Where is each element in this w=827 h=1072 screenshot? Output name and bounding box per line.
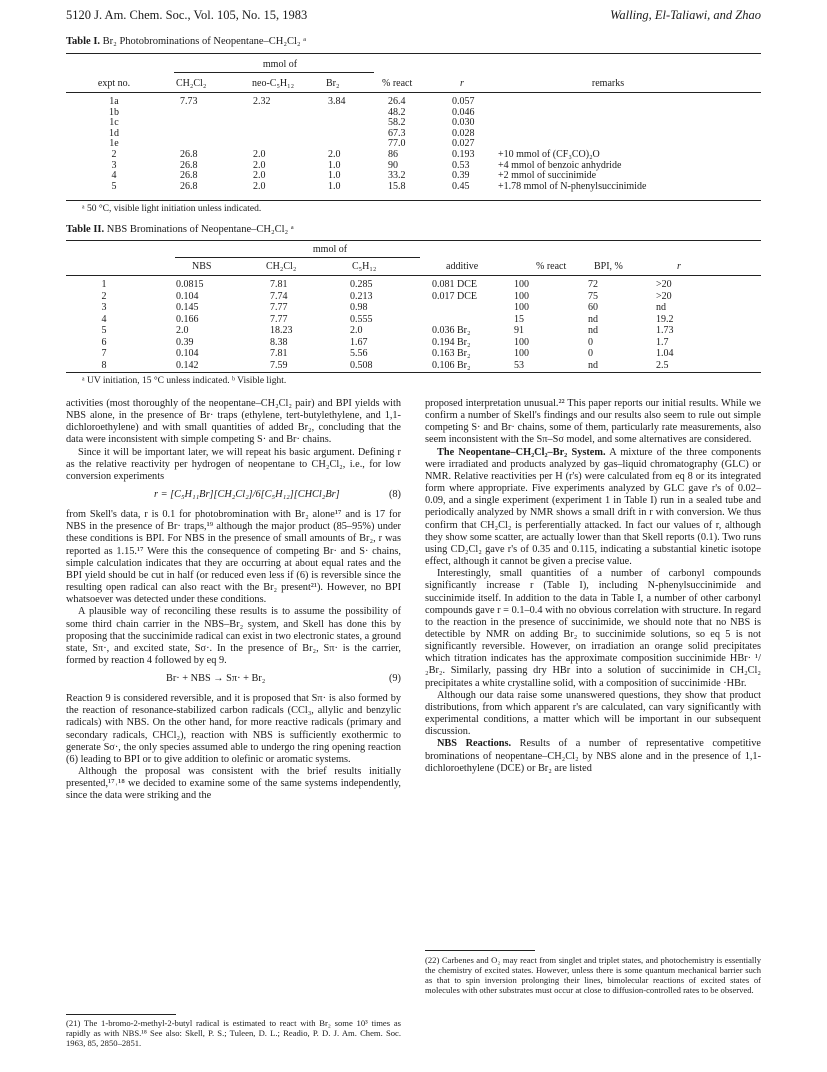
- equation-number: (9): [388, 673, 401, 685]
- table-cell: 2.32: [253, 96, 271, 107]
- table1-label: Table I.: [66, 36, 101, 47]
- table1-header-rule: [66, 92, 761, 93]
- table-cell: 7.59: [270, 359, 288, 371]
- equation-8: [66, 489, 401, 503]
- table1-caption: [66, 36, 306, 47]
- paragraph: from Skell's data, r is 0.1 for photobromination with Br₂ alone¹⁷ and is 17 for NBS in the presence of Br· traps,¹⁹ although the major product (85–95%) under these conditions is BPI. For NBS in the presence of small amounts of Br₂, r was reported as 1.15.¹⁷ Were this the consequence of competing Br· and S· chains, simple calculation indicates that they are occurring at about equal rates and the BPI yield should be cut in half (or reduced even less if (6) is reversible since the resulting open radical can also react with the Br₂ present²¹). However, no BPI whatsoever was detected under these conditions.: [66, 509, 401, 606]
- table-row: [66, 302, 761, 314]
- footnote-separator: [425, 950, 535, 951]
- table-cell: 0: [588, 348, 593, 359]
- table-cell: 4: [101, 313, 107, 325]
- table-cell: 0.285: [350, 279, 373, 290]
- footnote-separator: [66, 1014, 176, 1015]
- table-cell: 0.0815: [176, 279, 204, 290]
- table-cell: 1.04: [656, 348, 674, 359]
- column-header: NBS: [192, 261, 212, 272]
- table-row: [66, 170, 761, 181]
- table-row: [66, 291, 761, 303]
- table-cell: 0.142: [176, 359, 199, 371]
- table-cell: 33.2: [388, 170, 406, 182]
- table-cell: 4: [111, 170, 117, 182]
- column-header: C₅H₁₂: [352, 261, 377, 272]
- table-cell: 100: [514, 279, 529, 290]
- column-header: BPI, %: [594, 261, 623, 272]
- table-cell: +10 mmol of (CF₃CO)₂O: [498, 149, 600, 160]
- table-cell: +1.78 mmol of N-phenylsuccinimide: [498, 180, 647, 192]
- table-cell: 2: [101, 290, 107, 302]
- table-cell: 0.45: [452, 180, 470, 192]
- table-cell: 2.0: [253, 170, 266, 182]
- table-row: [66, 181, 761, 192]
- table-cell: 0.213: [350, 290, 373, 302]
- table1-group-header: mmol of: [262, 59, 298, 70]
- paragraph-text: Results of a number of representative competitive brominations of neopentane–CH₂Cl₂ by NBS alone and in the presence of 1,1-dichloroethylene (DCE) or Br₂ are listed: [425, 738, 761, 774]
- table1-footnote: ᵃ 50 °C, visible light initiation unless indicated.: [82, 204, 262, 214]
- table-cell: 0.53: [452, 159, 470, 171]
- table-cell: nd: [588, 325, 598, 336]
- paragraph-text: A mixture of the three components were irradiated and products analyzed by gas–liquid chromatography (GLC) or NMR. Relative reactivities per H (r's) were calculated from eq 8 or its integrated form where appropriate. Five experiments analyzed by GLC gave r's of 0.02–0.09, and a single experiment (experiment 1 in Table I) run in a sealed tube and periodically analyzed by NMR shows a small drift in r with conversion. We thus confirm that CH₂Cl₂ is perferentially attacked. In fact our values of r, although they show some scatter, are actually lower than that Skell reports (0.1). Two runs using CD₂Cl₂ gave r's of 0.35 and 0.115, indicating a substantial kinetic isotope effect, although it cannot be given a precise value.: [425, 446, 762, 568]
- table-cell: 60: [588, 302, 598, 313]
- table-cell: 7.77: [270, 302, 288, 313]
- table-cell: 1.67: [350, 336, 368, 348]
- table-cell: 0.104: [176, 290, 199, 302]
- table2-title: NBS Brominations of Neopentane–CH₂Cl₂ ᵃ: [106, 224, 294, 235]
- table-cell: 0.104: [176, 348, 199, 359]
- table-cell: 7.81: [270, 279, 288, 290]
- table-cell: 0.166: [176, 313, 199, 325]
- paragraph: [425, 738, 761, 774]
- table-row: [66, 314, 761, 326]
- paragraph: proposed interpretation unusual.²² This paper reports our initial results. While we confirm a number of Skell's findings and our results also seem to rule out simple competing S· and Br· chains, some of them, particularly rate measurements, also seem inconsistent with the Sπ–Sσ model, and some alternatives are considered.: [425, 398, 761, 446]
- table-cell: 26.8: [180, 180, 198, 192]
- table-row: [66, 348, 761, 360]
- table-cell: 7.74: [270, 290, 288, 302]
- table1-bottom-rule: [66, 200, 761, 201]
- paragraph: Since it will be important later, we will repeat his basic argument. Defining r as the relative reactivity per hydrogen of neopentane to CH₂Cl₂, i.e., for low conversion experiments: [66, 446, 401, 482]
- table-row: [66, 107, 761, 118]
- column-header: remarks: [591, 78, 625, 89]
- table-cell: 15.8: [388, 180, 406, 192]
- paragraph: activities (most thoroughly of the neopentane–CH₂Cl₂ pair) and BPI yields with NBS alone, in the presence of Br· traps (ethylene, tert-butylethylene, and 1,1-dichloroethylene) and with small quantities of added Br₂, concluding that the data were inconsistent with simple competing S· and Br· chains.: [66, 398, 401, 446]
- table-cell: 1: [101, 279, 107, 290]
- table-cell: 7.81: [270, 348, 288, 359]
- paragraph: [425, 447, 761, 569]
- table-cell: 8: [101, 359, 107, 371]
- authors: Walling, El-Taliawi, and Zhao: [610, 8, 761, 22]
- table-cell: 0.081 DCE: [432, 279, 477, 290]
- table-cell: 100: [514, 290, 529, 302]
- table-cell: 0.194 Br₂: [432, 336, 471, 348]
- table1-group-rule: [174, 72, 374, 73]
- table-cell: 18.23: [270, 325, 293, 336]
- table-cell: 0.028: [452, 127, 475, 139]
- paragraph: Although the proposal was consistent with the brief results initially presented,¹⁷˒¹⁸ we decided to examine some of the same systems independently, since the data were striking and the: [66, 766, 401, 802]
- table-cell: 5: [101, 325, 107, 336]
- table-cell: 2.0: [176, 325, 189, 336]
- table-cell: 100: [514, 302, 529, 313]
- table-cell: +4 mmol of benzoic anhydride: [498, 159, 622, 171]
- table-cell: 3: [111, 159, 117, 171]
- table1-top-rule: [66, 53, 761, 54]
- table-cell: 3.84: [328, 96, 346, 107]
- table-cell: 1.0: [328, 180, 341, 192]
- table-cell: 0.39: [452, 170, 470, 182]
- column-header: r: [460, 78, 464, 89]
- table-cell: 0.027: [452, 138, 475, 150]
- table-cell: 7: [101, 348, 107, 359]
- table-cell: 7.77: [270, 313, 288, 325]
- table2-header-rule: [66, 275, 761, 276]
- table-cell: 0.046: [452, 106, 475, 118]
- table2-header-row: [66, 261, 761, 273]
- column-header: % react: [382, 78, 413, 89]
- table2-group-rule: [175, 257, 420, 258]
- right-column: [425, 398, 761, 775]
- table-cell: 1.7: [656, 336, 669, 348]
- column-header: neo-C₅H₁₂: [252, 78, 295, 89]
- table-row: [66, 325, 761, 337]
- table-cell: 8.38: [270, 336, 288, 348]
- paragraph: Although our data raise some unanswered questions, they show that product distributions, from which apparent r's are calculated, can vary significantly with experimental conditions, a matter which will be important in our subsequent discussion.: [425, 689, 761, 738]
- table-cell: 1e: [109, 138, 119, 150]
- equation-body: Br· + NBS → Sπ· + Br₂: [166, 673, 266, 685]
- column-header: Br₂: [326, 78, 340, 89]
- table-cell: 0.98: [350, 302, 368, 313]
- table-cell: 77.0: [388, 138, 406, 150]
- table-cell: 2.0: [350, 325, 363, 336]
- table-cell: 1.0: [328, 170, 341, 182]
- equation-body: r = [C₅H₁₁Br][CH₂Cl₂]/6[C₅H₁₂][CHCl₂Br]: [154, 489, 340, 501]
- section-heading: The Neopentane–CH₂Cl₂–Br₂ System.: [437, 446, 606, 458]
- table-cell: 72: [588, 279, 598, 290]
- equation-9: [66, 673, 401, 687]
- table-cell: 0.163 Br₂: [432, 348, 471, 359]
- footnote-21: (21) The 1-bromo-2-methyl-2-butyl radical is estimated to react with Br₂ some 10³ times as rapidly as with NBS.¹⁸ See also: Skell, P. S.; Tuleen, D. L.; Readio, P. D. J. Am. Chem. Soc. 1963, 85, 2850–2851.: [66, 1018, 401, 1048]
- table-cell: 1.73: [656, 325, 674, 336]
- table-cell: 1b: [109, 106, 119, 118]
- column-header: r: [677, 261, 681, 272]
- table-cell: 0.39: [176, 336, 194, 348]
- table-cell: 0.145: [176, 302, 199, 313]
- table2-bottom-rule: [66, 372, 761, 373]
- table-cell: 53: [514, 359, 524, 371]
- table-cell: nd: [656, 302, 666, 313]
- table-row: [66, 337, 761, 349]
- table-row: [66, 149, 761, 160]
- table2-top-rule: [66, 240, 761, 241]
- table-cell: 2.0: [253, 149, 266, 160]
- table-row: [66, 279, 761, 291]
- paragraph: Interestingly, small quantities of a number of carbonyl compounds significantly increase r (Table I), including N-phenylsuccinimide and succinimide itself. In addition to the data in Table I, a number of other carbonyl compounds gave r = 0.1–0.4 with no obvious correlation with structure. In regard to the reaction in the presence of succinimide, we should note that no NBS is detectible by NMR on adding Br₂ to succinimide solutions, so eq 5 is not significantly reversible. However, on irradiation an orange solid precipitates which titration indicates has the approximate composition succinimide HBr· ¹/₂Br₂. Similarly, passing dry HBr into a solution of succinimide in CH₂Cl₂ precipitates a white crystalline solid, with a composition of succinimide ·HBr.: [425, 568, 761, 689]
- table-cell: 26.4: [388, 96, 406, 107]
- table-cell: 1c: [109, 117, 119, 129]
- table-cell: 0.030: [452, 117, 475, 129]
- table1-body: [66, 96, 761, 196]
- table-cell: 100: [514, 336, 529, 348]
- journal-citation: 5120 J. Am. Chem. Soc., Vol. 105, No. 15, 1983: [66, 8, 308, 22]
- table-cell: 1.0: [328, 159, 341, 171]
- table-cell: 15: [514, 313, 524, 325]
- table2-caption: [66, 224, 294, 235]
- table-cell: 5.56: [350, 348, 368, 359]
- table-cell: 3: [101, 302, 107, 313]
- table-cell: +2 mmol of succinimide: [498, 170, 597, 182]
- table-cell: 0.106 Br₂: [432, 359, 471, 371]
- table2-label: Table II.: [66, 224, 105, 235]
- table-cell: nd: [588, 313, 598, 325]
- table-cell: 100: [514, 348, 529, 359]
- table-cell: 2.0: [253, 159, 266, 171]
- table-cell: 0.017 DCE: [432, 290, 477, 302]
- table-row: [66, 160, 761, 171]
- table-cell: 6: [101, 336, 107, 348]
- table-row: [66, 360, 761, 372]
- table-cell: >20: [656, 290, 672, 302]
- table2-group-header: mmol of: [312, 244, 348, 255]
- equation-number: (8): [388, 489, 401, 501]
- column-header: CH₂Cl₂: [176, 78, 207, 89]
- table-cell: 2.0: [253, 180, 266, 192]
- column-header: expt no.: [97, 78, 131, 89]
- column-header: % react: [536, 261, 567, 272]
- table-cell: 58.2: [388, 117, 406, 129]
- table-cell: 2: [111, 149, 117, 160]
- footnote-22: (22) Carbenes and O₂ may react from singlet and triplet states, and photochemistry is essentially the chemistry of excited states. However, unless there is some quantum mechanical barrier such as that to spin inversion prolonging their lines, bimolecular reactions of excited states of molecules with other substrates must occur at close to diffusion-controlled rates to be observed.: [425, 955, 761, 995]
- column-header: additive: [446, 261, 479, 272]
- table-row: [66, 128, 761, 139]
- table-cell: 5: [111, 180, 117, 192]
- table-row: [66, 96, 761, 107]
- table-cell: nd: [588, 359, 598, 371]
- table-cell: 90: [388, 159, 398, 171]
- table-cell: 67.3: [388, 127, 406, 139]
- table-cell: >20: [656, 279, 672, 290]
- column-header: CH₂Cl₂: [266, 261, 297, 272]
- section-heading: NBS Reactions.: [437, 738, 512, 750]
- table2-body: [66, 279, 761, 371]
- running-header: [66, 8, 761, 26]
- table-cell: 0.057: [452, 96, 475, 107]
- table-cell: 0.508: [350, 359, 373, 371]
- table-cell: 2.0: [328, 149, 341, 160]
- table-row: [66, 117, 761, 128]
- table-cell: 26.8: [180, 170, 198, 182]
- table1-title: Br₂ Photobrominations of Neopentane–CH₂Cl₂ ᵃ: [102, 36, 307, 47]
- paragraph: Reaction 9 is considered reversible, and it is proposed that Sπ· is also formed by the reaction of resonance-stabilized carbon radicals (CCl₃, allylic and benzylic radicals) with NBS. On the other hand, for more reactive radicals (primary and secondary radicals, CHCl₂), reaction with NBS is sufficiently exothermic to generate Sσ·, the only species assumed able to undergo the ring opening reaction (6) leading to BPI or to give addition to olefinic or aromatic systems.: [66, 693, 401, 765]
- table1-header-row: [66, 78, 761, 90]
- table-cell: 86: [388, 149, 398, 160]
- left-column: [66, 398, 401, 803]
- table-cell: 0.555: [350, 313, 373, 325]
- table-cell: 0.036 Br₂: [432, 325, 471, 336]
- table2-footnote: ᵃ UV initiation, 15 °C unless indicated. ᵇ Visible light.: [82, 376, 287, 386]
- table-cell: 1a: [109, 96, 119, 107]
- table-cell: 0: [588, 336, 593, 348]
- table-cell: 19.2: [656, 313, 674, 325]
- table-cell: 26.8: [180, 149, 198, 160]
- table-cell: 2.5: [656, 359, 669, 371]
- table-cell: 26.8: [180, 159, 198, 171]
- table-cell: 91: [514, 325, 524, 336]
- table-cell: 48.2: [388, 106, 406, 118]
- table-row: [66, 138, 761, 149]
- table-cell: 75: [588, 290, 598, 302]
- table-cell: 7.73: [180, 96, 198, 107]
- table-cell: 1d: [109, 127, 119, 139]
- paragraph: A plausible way of reconciling these results is to assume the possibility of some third chain carrier in the NBS–Br₂ system, and Skell has done this by proposing that the succinimide radical can exist in two electronic states, a ground state, Sπ·, and excited state, Sσ·. In the presence of Br₂, Sπ· is the carrier, formed by reaction 4 followed by eq 9.: [66, 606, 401, 666]
- table-cell: 0.193: [452, 149, 475, 160]
